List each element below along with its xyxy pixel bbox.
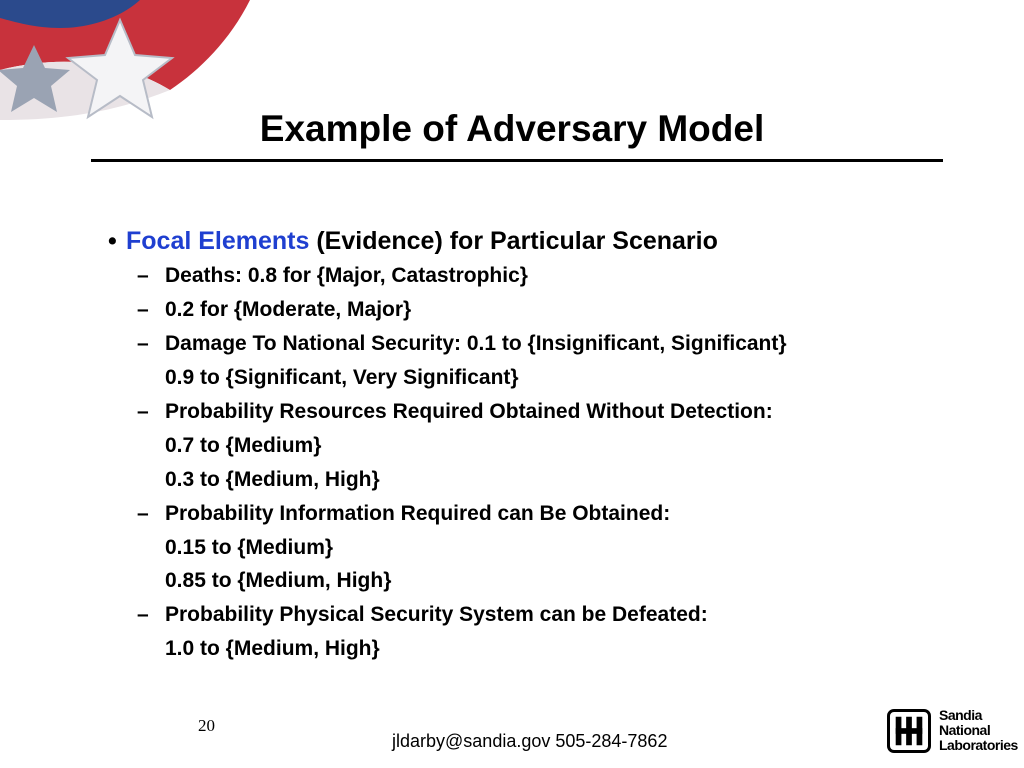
focal-elements-text: Focal Elements [126, 227, 310, 255]
dash-icon: – [137, 400, 149, 423]
list-item-text: 0.9 to {Significant, Very Significant} [165, 366, 519, 389]
dash-icon: – [137, 332, 149, 355]
list-item-text: Probability Physical Security System can be Defeated: [165, 603, 708, 626]
bullet-dot-icon: • [108, 227, 117, 255]
list-item-text: Probability Resources Required Obtained Without Detection: [165, 400, 773, 423]
list-item-text: 1.0 to {Medium, High} [165, 637, 380, 660]
list-item-text: 0.85 to {Medium, High} [165, 569, 392, 592]
page-number: 20 [198, 716, 215, 735]
logo-wordmark: Sandia National Laboratories [939, 707, 1018, 753]
list-item-text: 0.15 to {Medium} [165, 536, 334, 559]
bullet-rest-text: (Evidence) for Particular Scenario [309, 227, 718, 255]
list-item-text: 0.2 for {Moderate, Major} [165, 298, 412, 321]
dash-icon: – [137, 298, 149, 321]
list-item-text: 0.3 to {Medium, High} [165, 468, 380, 491]
list-item-text: Damage To National Security: 0.1 to {Insignificant, Significant} [165, 332, 787, 355]
slide-title: Example of Adversary Model [259, 108, 765, 149]
dash-icon: – [137, 603, 149, 626]
footer-contact: jldarby@sandia.gov 505-284-7862 [392, 731, 668, 751]
dash-icon: – [137, 502, 149, 525]
list-item-text: 0.7 to {Medium} [165, 434, 322, 457]
list-item-text: Probability Information Required can Be Obtained: [165, 502, 671, 525]
dash-icon: – [137, 264, 149, 287]
list-item-text: Deaths: 0.8 for {Major, Catastrophic} [165, 264, 528, 287]
thunderbird-icon [887, 709, 931, 753]
main-bullet [108, 225, 718, 257]
sandia-logo [887, 707, 1019, 759]
